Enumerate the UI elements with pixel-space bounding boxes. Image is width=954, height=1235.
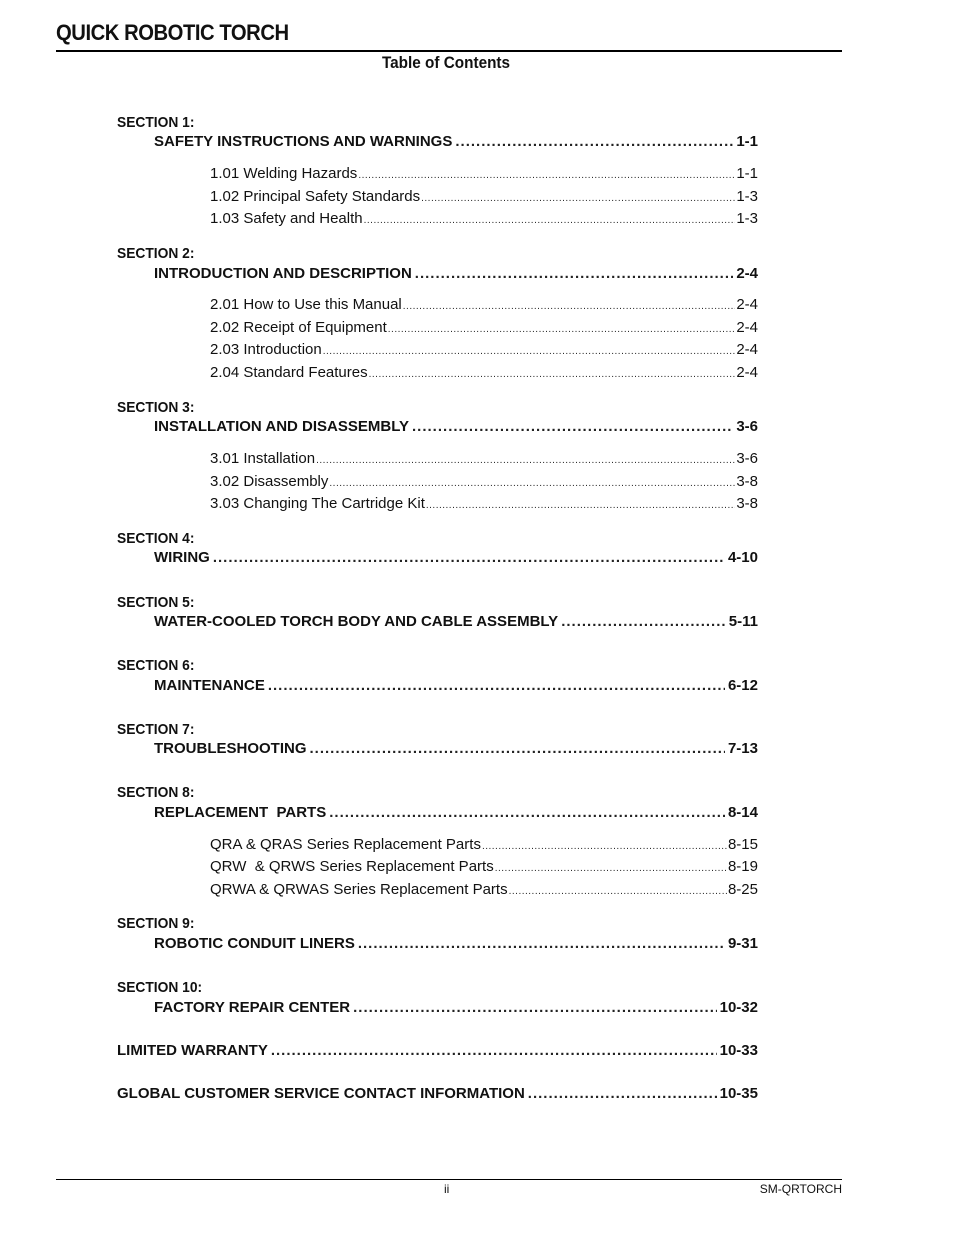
toc-entry-section-1[interactable] [154,133,758,150]
dot-leader [316,455,735,466]
section-label: SECTION 9: [117,915,195,932]
section-label: SECTION 5: [117,594,195,611]
section-label: SECTION 1: [117,114,195,131]
entry-title: 1.02 Principal Safety Standards [210,188,421,205]
toc-entry-section-5[interactable] [154,613,758,630]
entry-page: 10-35 [719,1085,758,1102]
entry-page: 6-12 [727,677,758,694]
entry-title: MAINTENANCE [154,677,265,694]
entry-title: QRW & QRWS Series Replacement Parts [210,858,494,875]
section-label: SECTION 7: [117,721,195,738]
dot-leader [329,804,725,821]
dot-leader [509,886,727,897]
entry-title: SAFETY INSTRUCTIONS AND WARNINGS [154,133,453,150]
entry-page: 4-10 [727,549,758,566]
header-rule [56,50,842,52]
toc-entry-section-8[interactable] [154,804,758,821]
entry-page: 8-25 [727,881,758,898]
section-label: SECTION 6: [117,657,195,674]
entry-page: 9-31 [727,935,758,952]
toc-subentry[interactable] [210,165,758,182]
entry-title: 3.01 Installation [210,450,316,467]
entry-page: 1-1 [736,133,758,150]
dot-leader [353,999,716,1016]
dot-leader [528,1085,717,1102]
document-code: SM-QRTORCH [759,1182,842,1196]
toc-entry-section-3[interactable] [154,418,758,435]
toc-subentry[interactable] [210,858,758,875]
toc-entry-section-2[interactable] [154,265,758,282]
entry-page: 1-3 [736,210,758,227]
dot-leader [369,369,736,380]
entry-title: FACTORY REPAIR CENTER [154,999,351,1016]
entry-page: 8-19 [727,858,758,875]
dot-leader [323,346,736,357]
dot-leader [426,500,735,511]
entry-page: 2-4 [736,341,758,358]
dot-leader [495,863,727,874]
dot-leader [358,170,735,181]
entry-page: 5-11 [728,613,758,630]
dot-leader [421,193,735,204]
dot-leader [561,613,726,630]
dot-leader [388,324,736,335]
entry-title: ROBOTIC CONDUIT LINERS [154,935,355,952]
entry-page: 2-4 [736,364,758,381]
dot-leader [364,215,736,226]
entry-page: 1-3 [736,188,758,205]
dot-leader [271,1042,717,1059]
toc-entry-section-6[interactable] [154,677,758,694]
entry-page: 10-33 [719,1042,758,1059]
entry-page: 2-4 [736,296,758,313]
toc-heading: Table of Contents [381,53,511,72]
toc-subentry[interactable] [210,473,758,490]
entry-title: TROUBLESHOOTING [154,740,307,757]
toc-subentry[interactable] [210,210,758,227]
dot-leader [310,740,725,757]
entry-title: REPLACEMENT PARTS [154,804,327,821]
section-label: SECTION 8: [117,784,195,801]
entry-title: QRWA & QRWAS Series Replacement Parts [210,881,508,898]
entry-title: 1.03 Safety and Health [210,210,363,227]
page-number: ii [444,1182,450,1196]
dot-leader [455,133,733,150]
toc-subentry[interactable] [210,296,758,313]
section-label: SECTION 2: [117,245,195,262]
entry-title: INTRODUCTION AND DESCRIPTION [154,265,412,282]
entry-title: INSTALLATION AND DISASSEMBLY [154,418,410,435]
entry-title: 3.03 Changing The Cartridge Kit [210,495,425,512]
toc-entry-limited-warranty[interactable] [117,1042,758,1059]
toc-subentry[interactable] [210,450,758,467]
dot-leader [412,418,733,435]
entry-title: 3.02 Disassembly [210,473,329,490]
footer-rule [56,1179,842,1180]
entry-title: 2.04 Standard Features [210,364,368,381]
entry-title: LIMITED WARRANTY [117,1042,268,1059]
entry-page: 8-14 [727,804,758,821]
entry-page: 3-8 [736,495,758,512]
toc-subentry[interactable] [210,495,758,512]
entry-page: 10-32 [719,999,758,1016]
toc-subentry[interactable] [210,836,758,853]
entry-page: 8-15 [727,836,758,853]
dot-leader [268,677,725,694]
section-label: SECTION 4: [117,530,195,547]
dot-leader [415,265,734,282]
toc-entry-section-9[interactable] [154,935,758,952]
toc-entry-section-4[interactable] [154,549,758,566]
entry-title: 2.01 How to Use this Manual [210,296,402,313]
entry-page: 2-4 [736,319,758,336]
entry-page: 3-6 [736,418,758,435]
entry-page: 2-4 [736,265,758,282]
dot-leader [329,478,735,489]
dot-leader [482,841,727,852]
entry-title: QRA & QRAS Series Replacement Parts [210,836,481,853]
section-label: SECTION 3: [117,399,195,416]
toc-entry-section-10[interactable] [154,999,758,1016]
dot-leader [358,935,725,952]
entry-title: WIRING [154,549,210,566]
toc-subentry[interactable] [210,364,758,381]
entry-page: 7-13 [727,740,758,757]
toc-entry-section-7[interactable] [154,740,758,757]
toc-subentry[interactable] [210,188,758,205]
toc-subentry[interactable] [210,341,758,358]
section-label: SECTION 10: [117,979,203,996]
dot-leader [213,549,725,566]
entry-page: 1-1 [736,165,758,182]
entry-title: 2.02 Receipt of Equipment [210,319,387,336]
toc-entry-global-customer-service[interactable] [117,1085,758,1102]
entry-page: 3-6 [736,450,758,467]
toc-subentry[interactable] [210,881,758,898]
toc-subentry[interactable] [210,319,758,336]
entry-title: GLOBAL CUSTOMER SERVICE CONTACT INFORMATION [117,1085,525,1102]
document-title: QUICK ROBOTIC TORCH [56,20,289,45]
entry-title: WATER-COOLED TORCH BODY AND CABLE ASSEMBLY [154,613,559,630]
entry-title: 2.03 Introduction [210,341,322,358]
entry-page: 3-8 [736,473,758,490]
entry-title: 1.01 Welding Hazards [210,165,358,182]
dot-leader [403,301,736,312]
